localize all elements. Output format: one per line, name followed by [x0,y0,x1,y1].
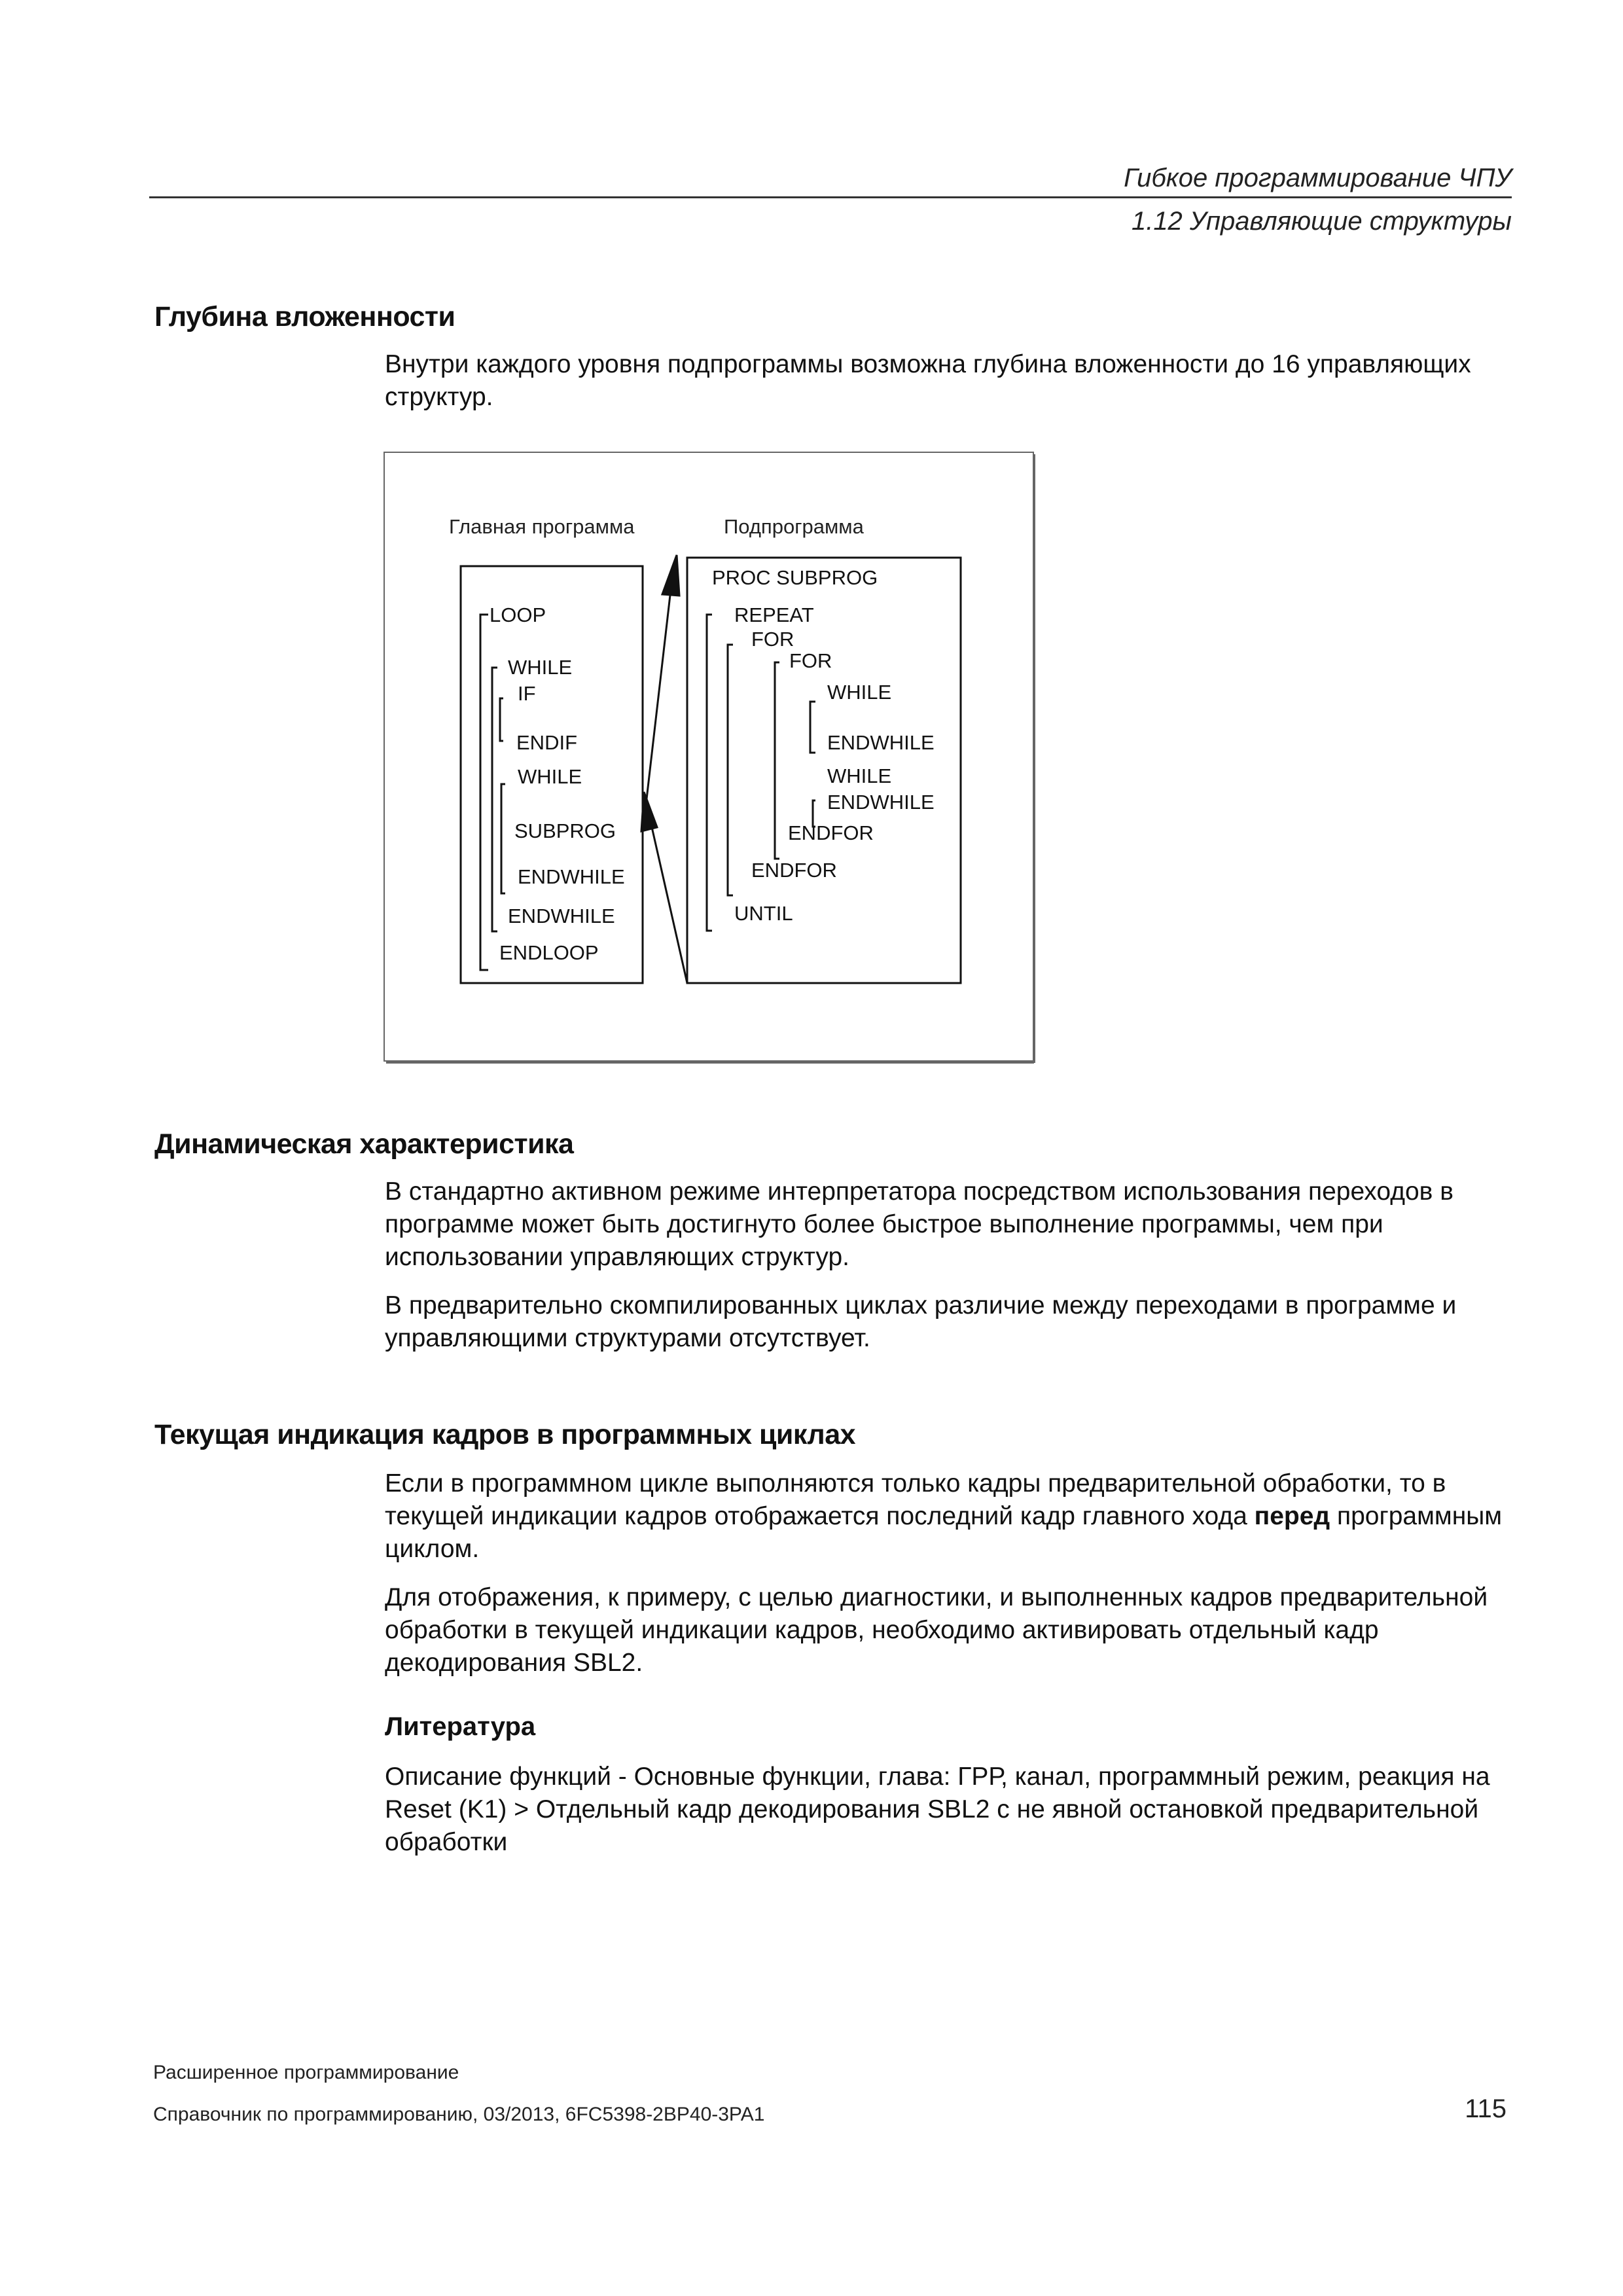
sub-proc-subprog: PROC SUBPROG [712,566,878,589]
heading-dynamic-characteristics: Динамическая характеристика [154,1128,574,1160]
subprogram-label: Подпрограмма [724,515,864,538]
running-header-chapter: Гибкое программирование ЧПУ [1124,164,1512,192]
paragraph-dynamic-2: В предварительно скомпилированных циклах различие между переходами в программе и управляющими структурами отсутствует. [385,1291,1457,1352]
footer-book-title: Расширенное программирование [153,2062,459,2083]
sub-endwhile-2: ENDWHILE [827,791,935,814]
paragraph-literature: Описание функций - Основные функции, глава: ГРР, канал, программный режим, реакция на Reset (K1) > Отдельный кадр декодирования SBL2 с не явной остановкой предварительной обработки [385,1763,1490,1856]
sub-for-2: FOR [789,649,832,672]
sub-until: UNTIL [734,902,793,925]
paragraph-dynamic-1: В стандартно активном режиме интерпретатора посредством использования переходов в программе может быть достигнуто более быстрое выполнение программы, чем при использовании управляющих структур. [385,1177,1454,1271]
main-while-2: WHILE [518,765,582,788]
running-header-section: 1.12 Управляющие структуры [1131,207,1512,236]
paragraph-nesting-depth: Внутри каждого уровня подпрограммы возможна глубина вложенности до 16 управляющих структур. [385,350,1471,411]
sub-endfor: ENDFOR [751,859,837,882]
sub-endwhile: ENDWHILE [827,731,935,754]
for2-bracket [775,662,779,859]
while1-sub-bracket [810,702,815,753]
while1-bracket [492,668,497,931]
paragraph-block-display-2: Для отображения, к примеру, с целью диагностики, и выполненных кадров предварительной обработки в текущей индикации кадров, необходимо активировать отдельный кадр декодирования SBL2. [385,1583,1488,1677]
for1-bracket [728,645,733,895]
paragraph-block-display-1: Если в программном цикле выполняются только кадры предварительной обработки, то в текущей индикации кадров отображается последний кадр главного хода перед программным циклом. [385,1469,1503,1563]
page-number: 115 [1465,2094,1507,2123]
loop-bracket [480,615,488,970]
main-endwhile-2: ENDWHILE [518,865,625,888]
sub-while: WHILE [827,681,892,704]
if-bracket [500,698,503,741]
heading-literature: Литература [385,1712,536,1741]
sub-for: FOR [751,628,794,651]
main-subprog-call: SUBPROG [514,819,616,842]
call-arrow-head [662,555,679,596]
main-program-label: Главная программа [449,515,635,538]
sub-endfor-2: ENDFOR [788,821,874,844]
emphasis-before: перед [1254,1502,1330,1530]
call-arrow-line [643,584,671,827]
return-arrow-line [651,821,687,983]
footer-reference: Справочник по программированию, 03/2013, 6FC5398-2BP40-3PA1 [153,2104,765,2125]
sub-repeat: REPEAT [734,603,814,626]
return-arrow-head [641,792,657,831]
main-endloop: ENDLOOP [499,941,599,964]
main-endif: ENDIF [516,731,577,754]
main-if: IF [518,682,536,705]
main-loop: LOOP [490,603,546,626]
heading-nesting-depth: Глубина вложенности [154,301,455,332]
sub-while-2: WHILE [827,764,892,787]
main-endwhile: ENDWHILE [508,905,615,927]
header-rule [149,196,1512,198]
nesting-diagram [383,452,1038,1067]
while2-bracket [501,784,505,893]
heading-current-block-display: Текущая индикация кадров в программных циклах [154,1419,856,1450]
main-while: WHILE [508,656,573,679]
repeat-bracket [707,615,712,931]
